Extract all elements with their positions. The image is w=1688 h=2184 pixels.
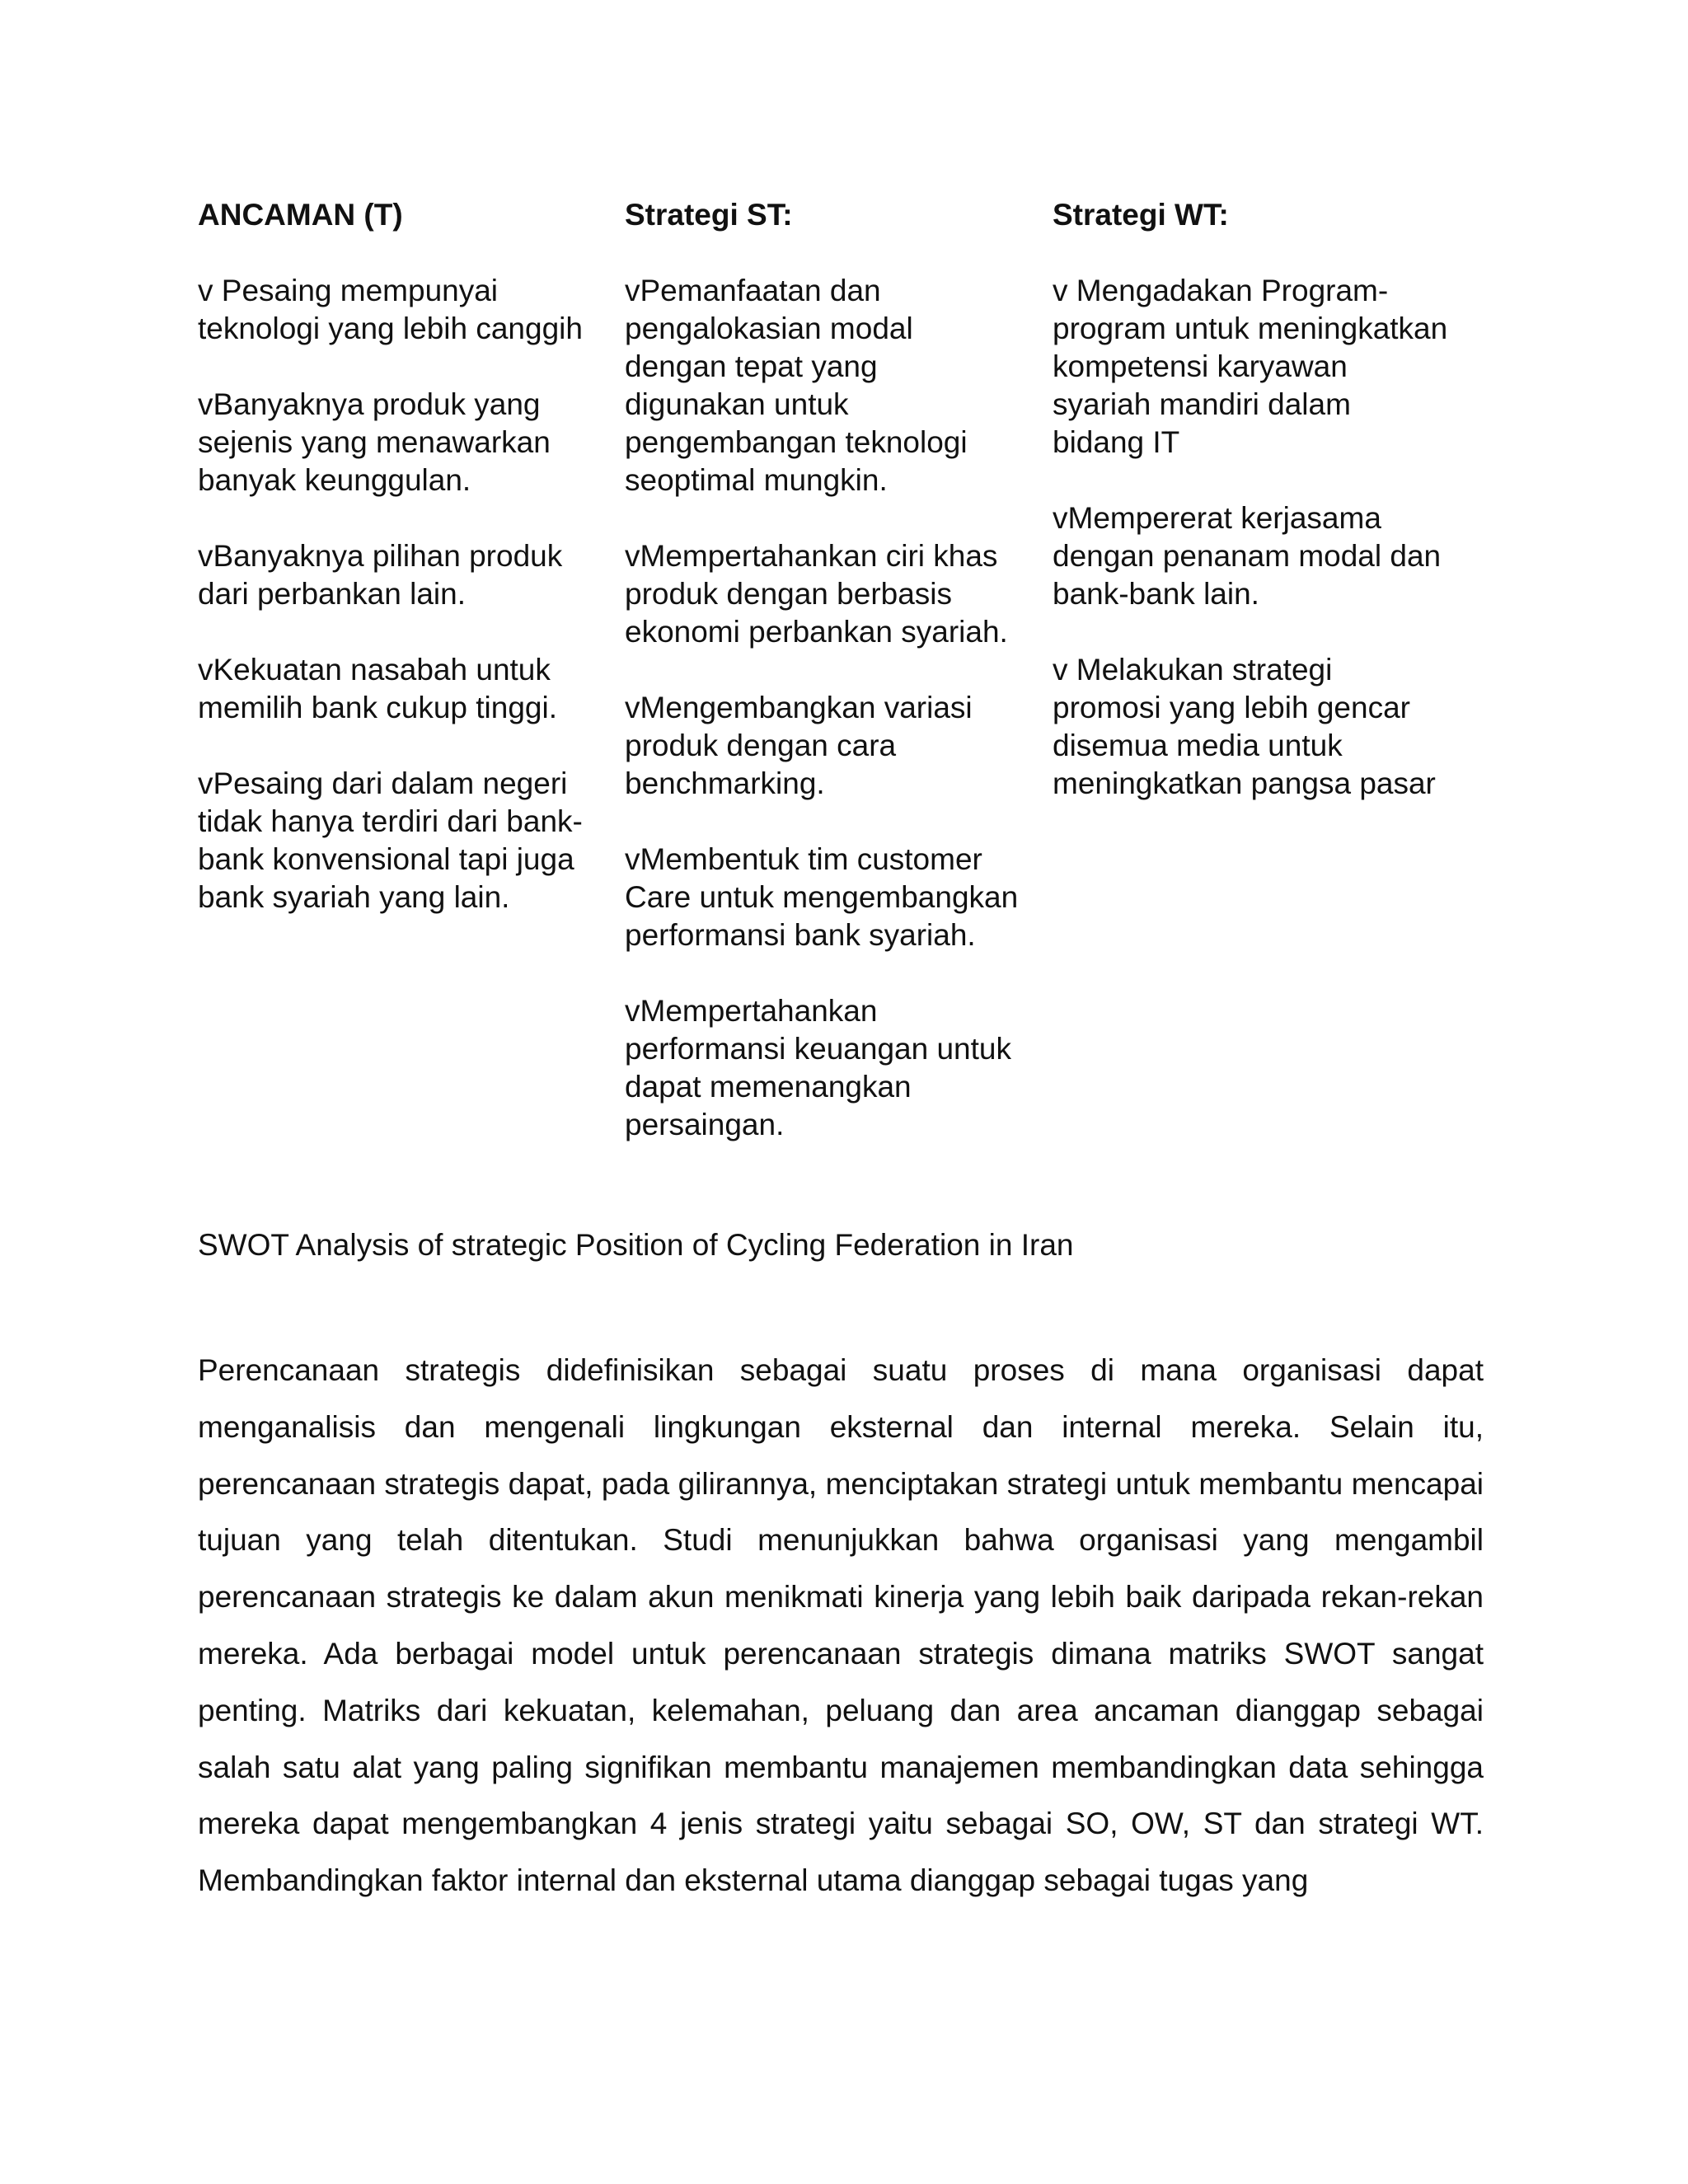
body-paragraph: Perencanaan strategis didefinisikan sebagai suatu proses di mana organisasi dapat menganalisis dan mengenali lingkungan eksternal dan internal mereka. Selain itu, perencanaan strategis dapat, pada gilirannya, menciptakan strategi untuk membantu mencapai tujuan yang telah ditentukan. Studi menunjukkan bahwa organisasi yang mengambil perencanaan strategis ke dalam akun menikmati kinerja yang lebih baik daripada rekan-rekan mereka. Ada berbagai model untuk perencanaan strategis dimana matriks SWOT sangat penting. Matriks dari kekuatan, kelemahan, peluang dan area ancaman dianggap sebagai salah satu alat yang paling signifikan membantu manajemen membandingkan data sehingga mereka dapat mengembangkan 4 jenis strategi yaitu sebagai SO, OW, ST dan strategi WT. Membandingkan faktor internal dan eksternal utama dianggap sebagai tugas yang bbox=[198, 1353, 1484, 1898]
threat-item: v Pesaing mempunyai teknologi yang lebih canggih bbox=[198, 274, 583, 345]
st-strategy-column bbox=[625, 196, 1053, 1182]
wt-strategy-heading: Strategi WT: bbox=[1053, 198, 1229, 232]
threat-item: vKekuatan nasabah untuk memilih bank cukup tinggi. bbox=[198, 653, 557, 724]
threats-heading: ANCAMAN (T) bbox=[198, 198, 403, 232]
wt-strategy-item: v Mengadakan Program- program untuk meningkatkan kompetensi karyawan syariah mandiri dalam bidang IT bbox=[1053, 274, 1448, 459]
document-page bbox=[198, 196, 1484, 1898]
wt-strategy-column bbox=[1053, 196, 1481, 841]
st-strategy-item: vMembentuk tim customer Care untuk mengembangkan performansi bank syariah. bbox=[625, 842, 1019, 952]
wt-strategy-item: vMempererat kerjasama dengan penanam modal dan bank-bank lain. bbox=[1053, 501, 1442, 611]
section-caption: SWOT Analysis of strategic Position of Cycling Federation in Iran bbox=[198, 1228, 1074, 1262]
st-strategy-item: vMempertahankan ciri khas produk dengan berbasis ekonomi perbankan syariah. bbox=[625, 539, 1008, 649]
threat-item: vPesaing dari dalam negeri tidak hanya terdiri dari bank- bank konvensional tapi juga bank syariah yang lain. bbox=[198, 766, 583, 914]
st-strategy-item: vPemanfaatan dan pengalokasian modal dengan tepat yang digunakan untuk pengembangan teknologi seoptimal mungkin. bbox=[625, 274, 968, 497]
threat-item: vBanyaknya produk yang sejenis yang menawarkan banyak keunggulan. bbox=[198, 387, 551, 497]
swot-strategy-table bbox=[198, 196, 1484, 1169]
wt-strategy-item: v Melakukan strategi promosi yang lebih gencar disemua media untuk meningkatkan pangsa pasar bbox=[1053, 653, 1436, 800]
st-strategy-item: vMengembangkan variasi produk dengan cara benchmarking. bbox=[625, 691, 973, 800]
st-strategy-heading: Strategi ST: bbox=[625, 198, 793, 232]
threat-item: vBanyaknya pilihan produk dari perbankan lain. bbox=[198, 539, 563, 611]
st-strategy-item: vMempertahankan performansi keuangan untuk dapat memenangkan persaingan. bbox=[625, 994, 1011, 1141]
threats-column bbox=[198, 196, 626, 954]
